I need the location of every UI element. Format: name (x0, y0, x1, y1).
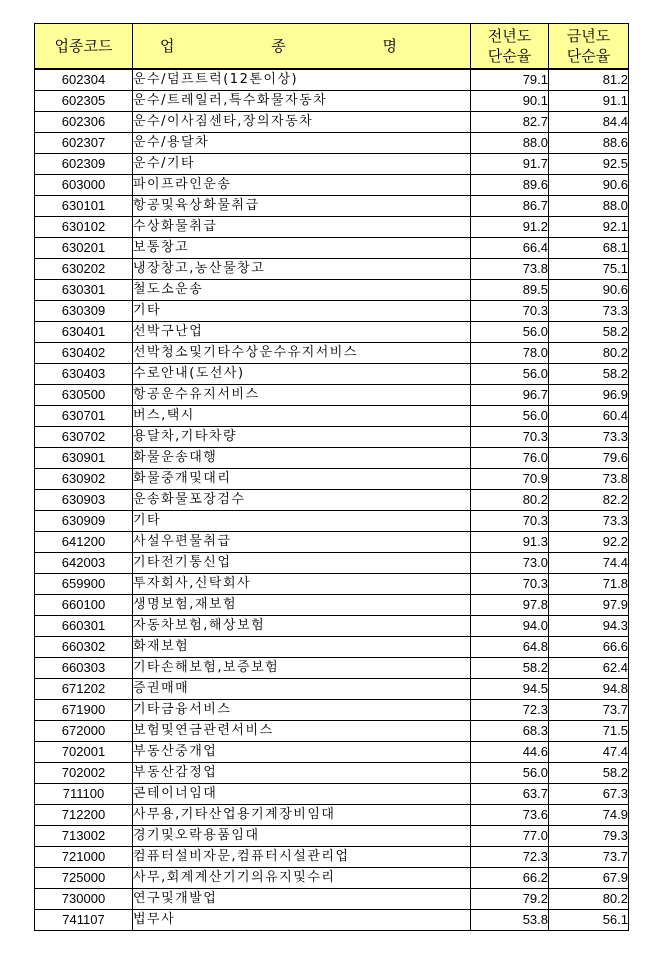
cell-curr-rate: 81.2 (549, 69, 629, 91)
cell-curr-rate: 88.0 (549, 196, 629, 217)
table-row (35, 868, 629, 889)
table-row (35, 217, 629, 238)
cell-prev-rate: 64.8 (471, 637, 549, 658)
table-row (35, 532, 629, 553)
cell-curr-rate: 74.4 (549, 553, 629, 574)
cell-prev-rate: 91.3 (471, 532, 549, 553)
cell-prev-rate: 72.3 (471, 847, 549, 868)
cell-code: 712200 (35, 805, 133, 826)
cell-code: 602304 (35, 69, 133, 91)
cell-curr-rate: 67.3 (549, 784, 629, 805)
cell-curr-rate: 74.9 (549, 805, 629, 826)
cell-prev-rate: 70.3 (471, 574, 549, 595)
cell-code: 702001 (35, 742, 133, 763)
cell-code: 630903 (35, 490, 133, 511)
cell-code: 630401 (35, 322, 133, 343)
cell-code: 721000 (35, 847, 133, 868)
cell-prev-rate: 68.3 (471, 721, 549, 742)
table-row (35, 133, 629, 154)
cell-curr-rate: 58.2 (549, 364, 629, 385)
cell-name: 부동산감정업 (133, 763, 471, 784)
cell-prev-rate: 56.0 (471, 322, 549, 343)
cell-prev-rate: 66.2 (471, 868, 549, 889)
cell-name: 운수/덤프트럭(12톤이상) (133, 69, 471, 91)
table-row (35, 343, 629, 364)
cell-prev-rate: 79.2 (471, 889, 549, 910)
cell-curr-rate: 71.8 (549, 574, 629, 595)
cell-prev-rate: 73.0 (471, 553, 549, 574)
cell-name: 생명보험,재보험 (133, 595, 471, 616)
cell-curr-rate: 67.9 (549, 868, 629, 889)
header-curr-line1: 금년도 (566, 27, 611, 45)
cell-name: 수로안내(도선사) (133, 364, 471, 385)
cell-code: 660303 (35, 658, 133, 679)
cell-curr-rate: 56.1 (549, 910, 629, 931)
cell-code: 672000 (35, 721, 133, 742)
cell-name: 운수/용달차 (133, 133, 471, 154)
cell-code: 713002 (35, 826, 133, 847)
cell-prev-rate: 79.1 (471, 69, 549, 91)
cell-name: 항공운수유지서비스 (133, 385, 471, 406)
cell-name: 기타 (133, 511, 471, 532)
cell-prev-rate: 80.2 (471, 490, 549, 511)
cell-name: 사무,회계계산기기의유지및수리 (133, 868, 471, 889)
cell-curr-rate: 90.6 (549, 175, 629, 196)
cell-code: 641200 (35, 532, 133, 553)
cell-prev-rate: 76.0 (471, 448, 549, 469)
cell-name: 경기및오락용품임대 (133, 826, 471, 847)
cell-prev-rate: 91.2 (471, 217, 549, 238)
cell-curr-rate: 84.4 (549, 112, 629, 133)
cell-prev-rate: 86.7 (471, 196, 549, 217)
table-row (35, 847, 629, 868)
cell-name: 보통창고 (133, 238, 471, 259)
cell-curr-rate: 73.3 (549, 511, 629, 532)
cell-prev-rate: 72.3 (471, 700, 549, 721)
cell-prev-rate: 70.3 (471, 301, 549, 322)
table-row (35, 69, 629, 91)
cell-code: 630309 (35, 301, 133, 322)
cell-name: 운수/트레일러,특수화물자동차 (133, 91, 471, 112)
cell-name: 사설우편물취급 (133, 532, 471, 553)
cell-prev-rate: 96.7 (471, 385, 549, 406)
cell-curr-rate: 79.6 (549, 448, 629, 469)
cell-name: 수상화물취급 (133, 217, 471, 238)
cell-name: 화물운송대행 (133, 448, 471, 469)
table-row (35, 301, 629, 322)
table-row (35, 385, 629, 406)
cell-prev-rate: 94.5 (471, 679, 549, 700)
cell-prev-rate: 53.8 (471, 910, 549, 931)
table-row (35, 280, 629, 301)
cell-name: 보험및연금관련서비스 (133, 721, 471, 742)
cell-curr-rate: 58.2 (549, 322, 629, 343)
table-row (35, 889, 629, 910)
cell-name: 운수/기타 (133, 154, 471, 175)
cell-code: 642003 (35, 553, 133, 574)
cell-code: 630909 (35, 511, 133, 532)
cell-code: 630101 (35, 196, 133, 217)
cell-curr-rate: 73.8 (549, 469, 629, 490)
cell-name: 투자회사,신탁회사 (133, 574, 471, 595)
cell-curr-rate: 58.2 (549, 763, 629, 784)
table-row (35, 490, 629, 511)
cell-curr-rate: 97.9 (549, 595, 629, 616)
cell-prev-rate: 89.5 (471, 280, 549, 301)
cell-code: 603000 (35, 175, 133, 196)
cell-curr-rate: 62.4 (549, 658, 629, 679)
table-row (35, 322, 629, 343)
cell-curr-rate: 92.2 (549, 532, 629, 553)
cell-prev-rate: 78.0 (471, 343, 549, 364)
table-row (35, 658, 629, 679)
table-row (35, 469, 629, 490)
table-row (35, 553, 629, 574)
table-row (35, 826, 629, 847)
cell-curr-rate: 66.6 (549, 637, 629, 658)
cell-curr-rate: 73.3 (549, 427, 629, 448)
table-row (35, 784, 629, 805)
cell-curr-rate: 92.1 (549, 217, 629, 238)
cell-code: 630301 (35, 280, 133, 301)
header-prev-line2: 단순율 (487, 47, 532, 65)
cell-prev-rate: 91.7 (471, 154, 549, 175)
cell-name: 법무사 (133, 910, 471, 931)
cell-name: 기타 (133, 301, 471, 322)
cell-curr-rate: 90.6 (549, 280, 629, 301)
cell-name: 선박청소및기타수상운수유지서비스 (133, 343, 471, 364)
cell-curr-rate: 82.2 (549, 490, 629, 511)
cell-name: 운수/이사짐센타,장의자동차 (133, 112, 471, 133)
cell-curr-rate: 80.2 (549, 889, 629, 910)
cell-curr-rate: 79.3 (549, 826, 629, 847)
cell-prev-rate: 88.0 (471, 133, 549, 154)
cell-name: 버스,택시 (133, 406, 471, 427)
cell-code: 725000 (35, 868, 133, 889)
table-row (35, 406, 629, 427)
table-row (35, 427, 629, 448)
cell-prev-rate: 56.0 (471, 364, 549, 385)
cell-curr-rate: 73.7 (549, 700, 629, 721)
cell-name: 컴퓨터설비자문,컴퓨터시설관리업 (133, 847, 471, 868)
cell-name: 용달차,기타차량 (133, 427, 471, 448)
table-row (35, 721, 629, 742)
cell-curr-rate: 91.1 (549, 91, 629, 112)
cell-name: 철도소운송 (133, 280, 471, 301)
table-row (35, 805, 629, 826)
header-name: 업 종 명 (133, 24, 471, 70)
cell-prev-rate: 82.7 (471, 112, 549, 133)
cell-name: 화재보험 (133, 637, 471, 658)
cell-code: 630902 (35, 469, 133, 490)
table-row (35, 448, 629, 469)
cell-prev-rate: 44.6 (471, 742, 549, 763)
cell-curr-rate: 92.5 (549, 154, 629, 175)
table-row (35, 511, 629, 532)
cell-prev-rate: 70.3 (471, 511, 549, 532)
table-row (35, 259, 629, 280)
cell-code: 711100 (35, 784, 133, 805)
cell-code: 671202 (35, 679, 133, 700)
cell-prev-rate: 63.7 (471, 784, 549, 805)
cell-name: 콘테이너임대 (133, 784, 471, 805)
cell-name: 선박구난업 (133, 322, 471, 343)
cell-curr-rate: 94.8 (549, 679, 629, 700)
cell-prev-rate: 73.6 (471, 805, 549, 826)
cell-curr-rate: 80.2 (549, 343, 629, 364)
cell-curr-rate: 73.7 (549, 847, 629, 868)
cell-code: 630702 (35, 427, 133, 448)
cell-curr-rate: 96.9 (549, 385, 629, 406)
cell-prev-rate: 90.1 (471, 91, 549, 112)
header-curr-rate (549, 24, 629, 70)
cell-code: 602305 (35, 91, 133, 112)
table-row (35, 154, 629, 175)
cell-code: 671900 (35, 700, 133, 721)
cell-code: 630403 (35, 364, 133, 385)
table-row (35, 700, 629, 721)
table-row (35, 175, 629, 196)
table-row (35, 595, 629, 616)
table-row (35, 196, 629, 217)
header-prev-rate (471, 24, 549, 70)
cell-name: 냉장창고,농산물창고 (133, 259, 471, 280)
table-row (35, 742, 629, 763)
table-row (35, 910, 629, 931)
cell-code: 660100 (35, 595, 133, 616)
cell-prev-rate: 94.0 (471, 616, 549, 637)
cell-code: 602309 (35, 154, 133, 175)
table-row (35, 91, 629, 112)
cell-prev-rate: 97.8 (471, 595, 549, 616)
cell-prev-rate: 70.9 (471, 469, 549, 490)
cell-code: 630202 (35, 259, 133, 280)
cell-curr-rate: 73.3 (549, 301, 629, 322)
cell-prev-rate: 56.0 (471, 763, 549, 784)
cell-code: 630201 (35, 238, 133, 259)
header-prev-line1: 전년도 (487, 27, 532, 45)
cell-code: 602307 (35, 133, 133, 154)
table-row (35, 616, 629, 637)
rates-table (34, 23, 629, 931)
cell-code: 730000 (35, 889, 133, 910)
cell-code: 630901 (35, 448, 133, 469)
cell-code: 702002 (35, 763, 133, 784)
table-row (35, 364, 629, 385)
table-row (35, 574, 629, 595)
cell-name: 항공및육상화물취급 (133, 196, 471, 217)
cell-curr-rate: 47.4 (549, 742, 629, 763)
cell-curr-rate: 71.5 (549, 721, 629, 742)
cell-curr-rate: 60.4 (549, 406, 629, 427)
header-row (35, 24, 629, 70)
cell-prev-rate: 58.2 (471, 658, 549, 679)
cell-curr-rate: 68.1 (549, 238, 629, 259)
cell-code: 602306 (35, 112, 133, 133)
cell-name: 부동산중개업 (133, 742, 471, 763)
cell-code: 630701 (35, 406, 133, 427)
cell-prev-rate: 70.3 (471, 427, 549, 448)
table-row (35, 763, 629, 784)
table-row (35, 679, 629, 700)
cell-curr-rate: 94.3 (549, 616, 629, 637)
cell-code: 630500 (35, 385, 133, 406)
cell-prev-rate: 56.0 (471, 406, 549, 427)
cell-code: 660301 (35, 616, 133, 637)
cell-name: 기타손해보험,보증보험 (133, 658, 471, 679)
cell-code: 630402 (35, 343, 133, 364)
cell-prev-rate: 66.4 (471, 238, 549, 259)
cell-name: 기타전기통신업 (133, 553, 471, 574)
cell-code: 659900 (35, 574, 133, 595)
cell-name: 증권매매 (133, 679, 471, 700)
cell-code: 660302 (35, 637, 133, 658)
cell-prev-rate: 73.8 (471, 259, 549, 280)
cell-code: 741107 (35, 910, 133, 931)
table-row (35, 238, 629, 259)
cell-name: 파이프라인운송 (133, 175, 471, 196)
table-row (35, 112, 629, 133)
cell-curr-rate: 75.1 (549, 259, 629, 280)
header-curr-line2: 단순율 (566, 47, 611, 65)
cell-name: 연구및개발업 (133, 889, 471, 910)
cell-curr-rate: 88.6 (549, 133, 629, 154)
cell-name: 사무용,기타산업용기계장비임대 (133, 805, 471, 826)
cell-prev-rate: 77.0 (471, 826, 549, 847)
cell-name: 화물중개및대리 (133, 469, 471, 490)
cell-code: 630102 (35, 217, 133, 238)
cell-name: 운송화물포장검수 (133, 490, 471, 511)
header-code: 업종코드 (35, 24, 133, 70)
table-body (35, 69, 629, 931)
cell-name: 기타금융서비스 (133, 700, 471, 721)
table-row (35, 637, 629, 658)
cell-prev-rate: 89.6 (471, 175, 549, 196)
cell-name: 자동차보험,해상보험 (133, 616, 471, 637)
